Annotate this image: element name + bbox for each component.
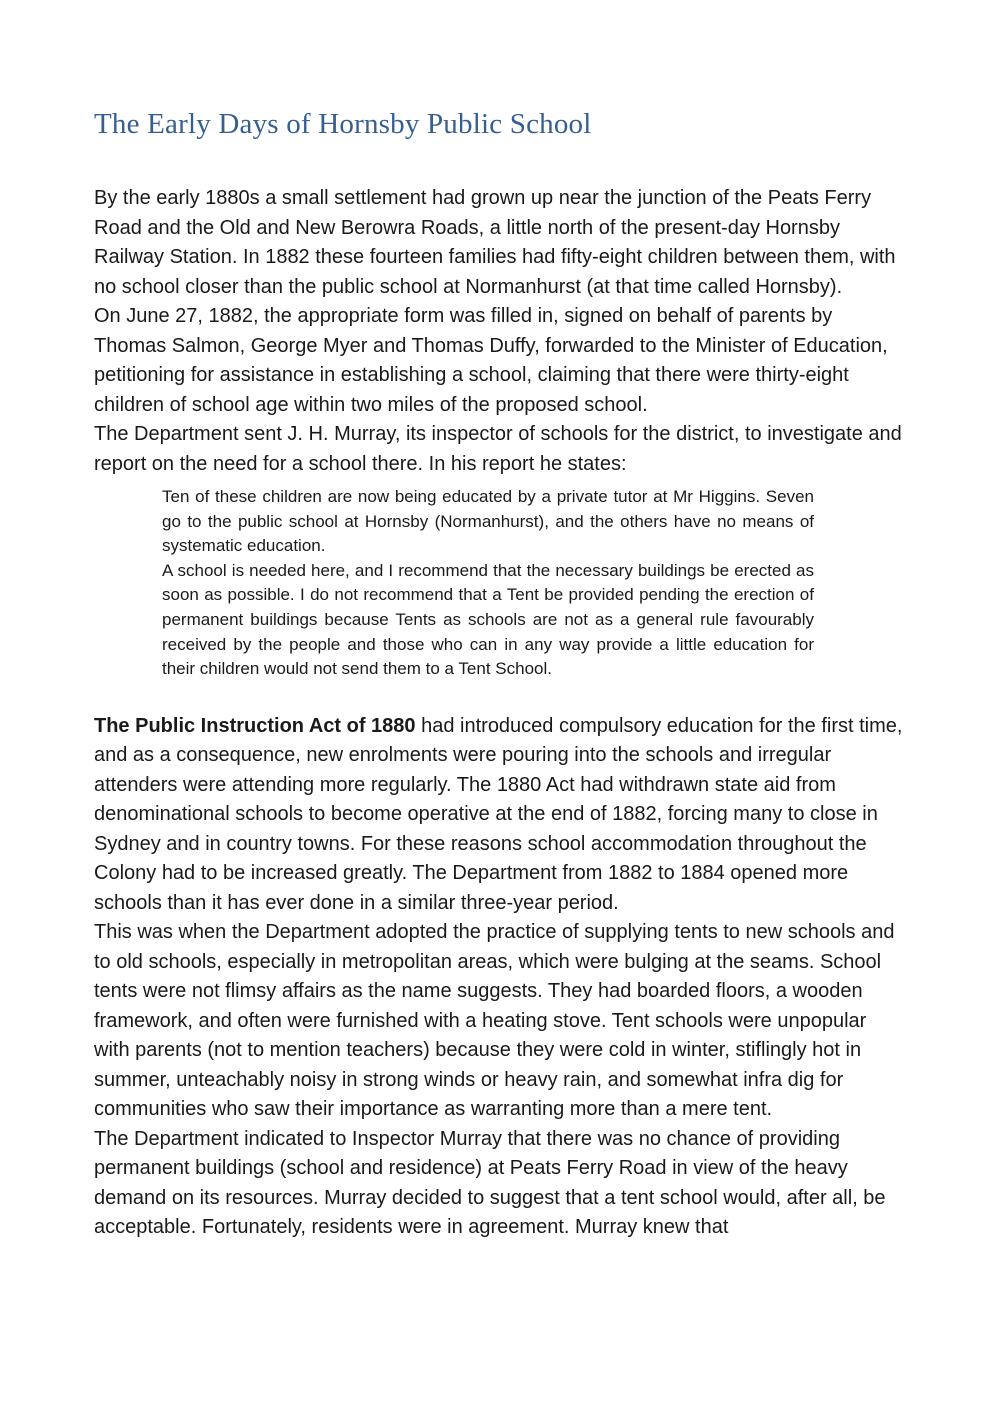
intro-paragraph-2: On June 27, 1882, the appropriate form was filled in, signed on behalf of parents by Thomas Salmon, George Myer and Thomas Duffy, forwarded to the Minister of Education, petitioning for assistance in establishing a school, claiming that there were thirty-eight children of school age within two miles of the proposed school. — [94, 305, 888, 416]
inspector-report-quote — [162, 485, 814, 682]
quote-paragraph-1: Ten of these children are now being educated by a private tutor at Mr Higgins. Seven go to the public school at Hornsby (Normanhurst), and the others have no means of systematic education. — [162, 487, 814, 556]
closing-paragraph-2: The Department indicated to Inspector Murray that there was no chance of providing permanent buildings (school and residence) at Peats Ferry Road in view of the heavy demand on its resources. Murray decided to suggest that a tent school would, after all, be acceptable. Fortunately, residents were in agreement. Murray knew that — [94, 1127, 886, 1239]
closing-paragraph-1: This was when the Department adopted the practice of supplying tents to new schools and to old schools, especially in metropolitan areas, which were bulging at the seams. School tents were not flimsy affairs as the name suggests. They had boarded floors, a wooden framework, and often were furnished with a heating stove. Tent schools were unpopular with parents (not to mention teachers) because they were cold in winter, stiflingly hot in summer, unteachably noisy in strong winds or heavy rain, and somewhat infra dig for communities who saw their importance as warranting more than a mere tent. — [94, 921, 895, 1121]
intro-paragraph-1: By the early 1880s a small settlement had grown up near the junction of the Peats Ferry Road and the Old and New Berowra Roads, a little north of the present-day Hornsby Railway Station. In 1882 these fourteen families had fifty-eight children between them, with no school closer than the public school at Normanhurst (at that time called Hornsby). — [94, 187, 896, 298]
act-paragraph-body: had introduced compulsory education for the first time, and as a consequence, new enrolments were pouring into the schools and irregular attenders were attending more regularly. The 1880 Act had withdrawn state aid from denominational schools to become operative at the end of 1882, forcing many to close in Sydney and in country towns. For these reasons school accommodation throughout the Colony had to be increased greatly. The Department from 1882 to 1884 opened more schools than it has ever done in a similar three-year period. — [94, 714, 903, 914]
intro-paragraph-3: The Department sent J. H. Murray, its inspector of schools for the district, to investigate and report on the need for a school there. In his report he states: — [94, 423, 902, 475]
quote-paragraph-2: A school is needed here, and I recommend that the necessary buildings be erected as soon as possible. I do not recommend that a Tent be provided pending the erection of permanent buildings because Tents as schools are not as a general rule favourably received by the people and those who can in any way provide a little education for their children would not send them to a Tent School. — [162, 560, 814, 679]
act-paragraph-bold-lead: The Public Instruction Act of 1880 — [94, 714, 416, 737]
act-paragraph — [94, 712, 906, 919]
document-body — [94, 184, 906, 1243]
page-title: The Early Days of Hornsby Public School — [94, 108, 592, 140]
